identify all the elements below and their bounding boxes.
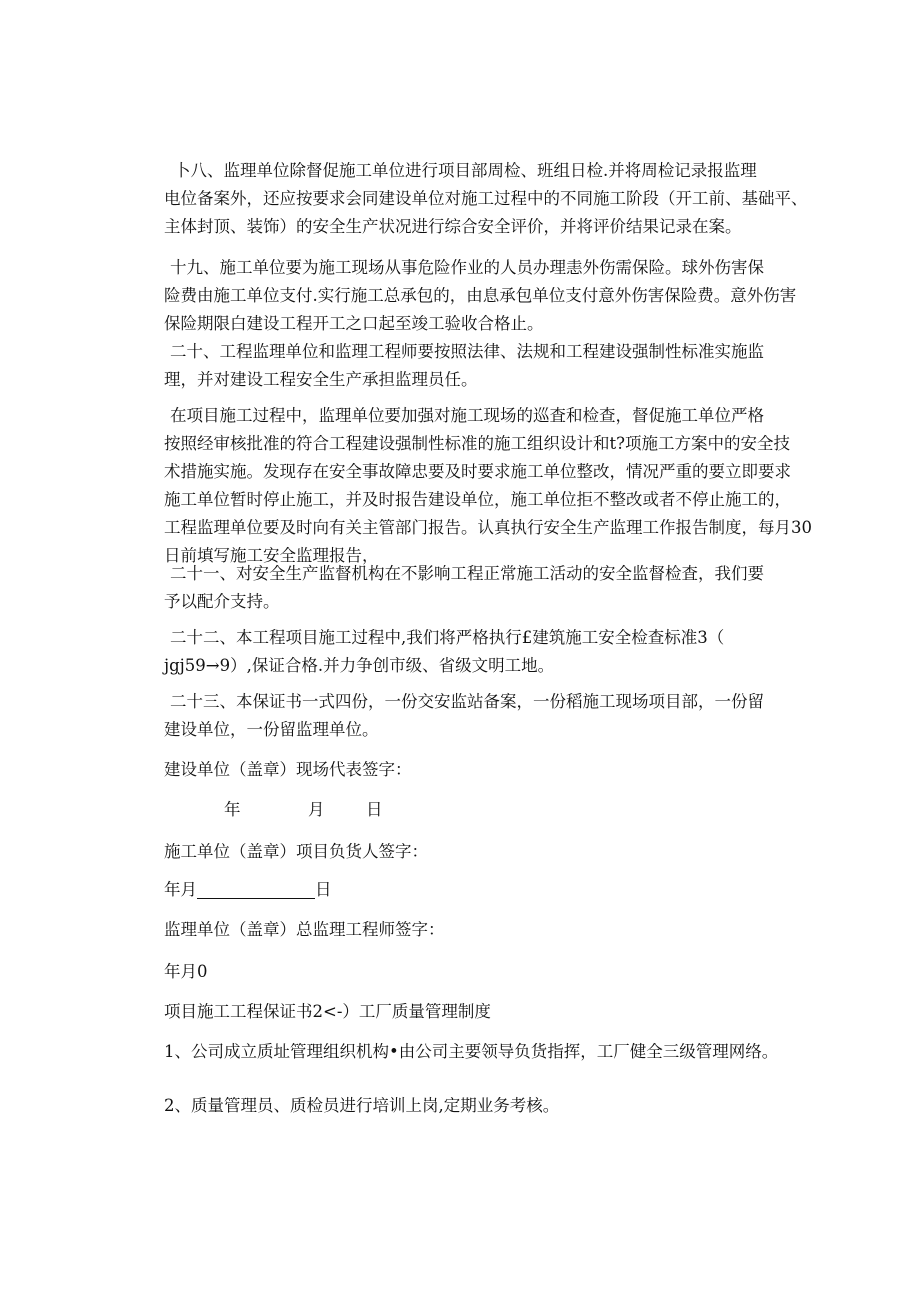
list-item: 2、质量管理员、质检员进行培训上岗,定期业务考核。: [164, 1096, 560, 1115]
paragraph-line: 术措施实施。发现存在安全事故障忠要及时要求施工单位整改，情况严重的要立即要求: [164, 462, 791, 481]
paragraph-line: 在项目施工过程中，监理单位要加强对施工现场的巡査和检查，督促施工单位严格: [170, 406, 764, 425]
paragraph-line: 二十、工程监理单位和监理工程师要按照法律、法规和工程建设强制性标准实施监: [170, 342, 764, 361]
paragraph-line: 十九、施工单位要为施工现场从事危险作业的人员办理恚外伤需保险。球外伤害保: [170, 258, 764, 277]
paragraph-line: 施工单位暂时停止施工，并及时报告建设单位，施工单位拒不整改或者不停止施工的，: [164, 490, 791, 509]
section-title: 项目施工工程保证书2<-）工厂质量管理制度: [164, 1002, 491, 1021]
paragraph-line: 予以配介支持。: [164, 592, 280, 611]
paragraph-line: 二十一、对安全生产监督机构在不影响工程正常施工活动的安全监督检査，我们要: [170, 564, 764, 583]
paragraph-line: 保险期限白建设工程开工之口起至竣工验收合格止。: [164, 314, 544, 333]
paragraph-line: jgj59→9）,保证合格.并力争创市级、省级文明工地。: [164, 656, 555, 675]
date-line-2: [164, 876, 332, 904]
date-year: 年: [224, 800, 241, 819]
paragraph-line: 险费由施工单位支付.实行施工总承包的，由息承包单位支付意外伤害保险费。意外伤害: [164, 286, 797, 305]
paragraph-line: 主体封顶、装饰）的安全生产状况进行综合安全评价，并将评价结果记录在案。: [164, 217, 742, 236]
paragraph-line: 日前填写施工安全监理报告，: [164, 546, 379, 565]
construction-unit-signature: 建设单位（盖章）现场代表签字：: [164, 760, 412, 779]
paragraph-line: 建设单位，一份留监理单位。: [164, 720, 379, 739]
supervisor-unit-signature: 监理单位（盖章）总监理工程师签字：: [164, 920, 445, 939]
paragraph-23: [164, 688, 796, 744]
paragraph-21: [164, 560, 796, 616]
paragraph-line: 二十三、本保证书一式四份，一份交安监站备案，一份稻施工现场项目部，一份留: [170, 692, 764, 711]
builder-unit-signature: 施工单位（盖章）项目负货人签字：: [164, 842, 428, 861]
paragraph-18: [164, 157, 808, 241]
paragraph-line: 工程监理单位要及时向有关主管部门报告。认真执行安全生产监理工作报告制度，每月30: [164, 518, 812, 537]
paragraph-20: [164, 338, 796, 394]
paragraph-22: [164, 624, 796, 680]
paragraph-line: 理，并对建设工程安全生产承担监理员任。: [164, 370, 478, 389]
date-day: 日: [366, 800, 383, 819]
paragraph-line: 二十二、本工程项目施工过程中,我们将严格执行£建筑施工安全检查标准3（: [170, 628, 725, 647]
date-month: 月: [308, 800, 325, 819]
date-blank: [197, 880, 315, 899]
paragraph-line: 按照经审核批准的符合工程建设强制性标准的施工组织设计和t?项施工方案中的安全技: [164, 434, 790, 453]
date-line-3: 年月0: [164, 962, 208, 981]
list-item: 1、公司成立质址管理组织机构•由公司主要领导负货指挥，工厂健全三级管理网络。: [164, 1042, 779, 1061]
paragraph-line: 卜八、监理单位除督促施工单位进行项目部周检、班组日检.并将周检记录报监理: [174, 161, 757, 180]
date-suffix: 日: [315, 880, 332, 899]
date-prefix: 年月: [164, 880, 197, 899]
paragraph-supervision: [164, 402, 812, 570]
paragraph-line: 电位备案外，还应按要求会同建设单位对施工过程中的不同施工阶段（开工前、基础平、: [164, 189, 808, 208]
paragraph-19: [164, 254, 796, 338]
